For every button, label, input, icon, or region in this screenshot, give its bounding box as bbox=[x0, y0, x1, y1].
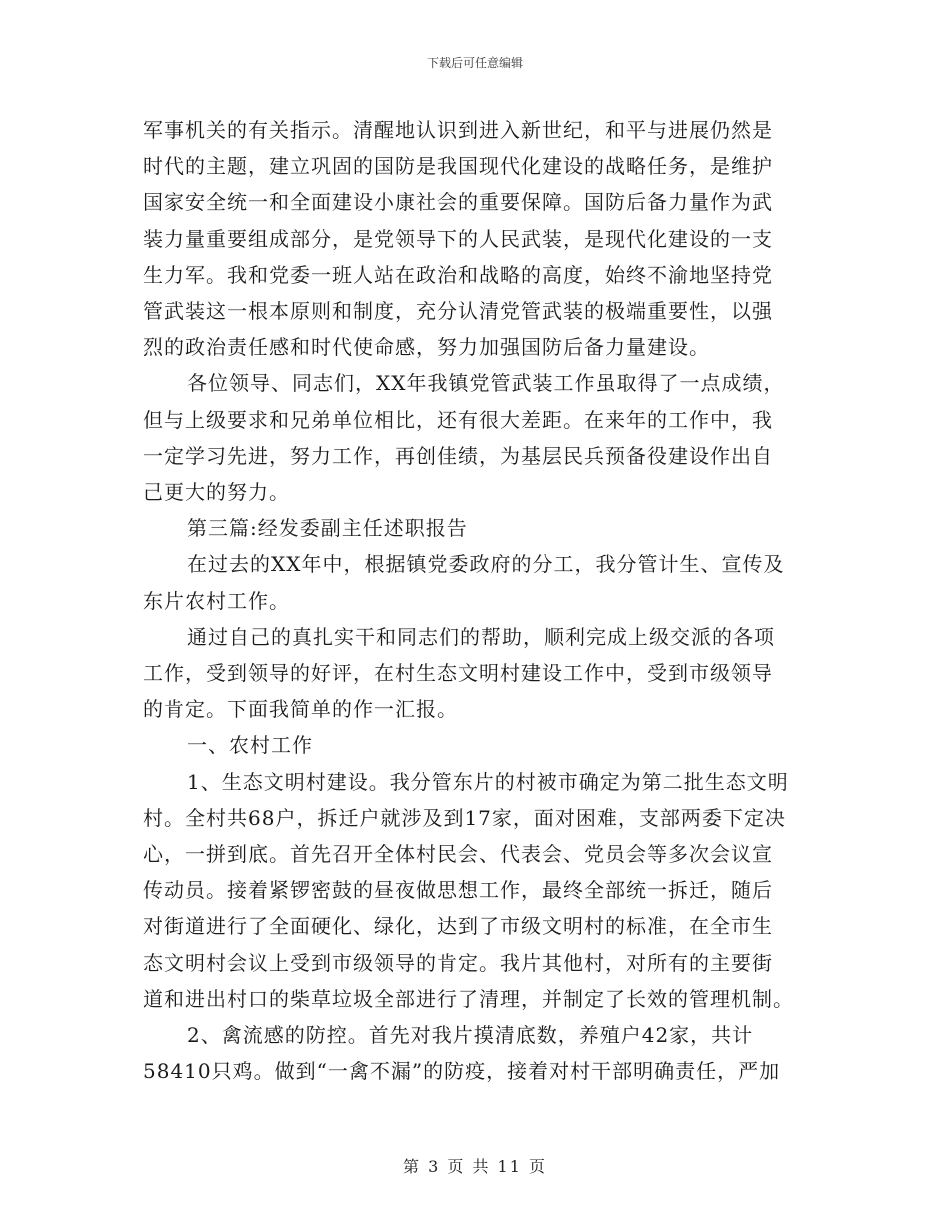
paragraph-line: 道和进出村口的柴草垃圾全部进行了清理，并制定了长效的管理机制。 bbox=[143, 986, 794, 1011]
paragraph-line: 工作，受到领导的好评，在村生态文明村建设工作中，受到市级领导 bbox=[143, 661, 773, 685]
paragraph-line: 村。全村共68户，拆迁户就涉及到17家，面对困难，支部两委下定决 bbox=[143, 805, 786, 830]
paragraph-first-line: 通过自己的真扎实干和同志们的帮助，顺利完成上级交派的各项 bbox=[187, 624, 775, 649]
paragraph-line: 生力军。我和党委一班人站在政治和战略的高度，始终不渝地坚持党 bbox=[143, 262, 773, 287]
paragraph-line: 国家安全统一和全面建设小康社会的重要保障。国防后备力量作为武 bbox=[143, 190, 773, 215]
paragraph-first-line: 2、禽流感的防控。首先对我片摸清底数，养殖户42家，共计 bbox=[187, 1023, 754, 1047]
page-header: 下载后可任意编辑 bbox=[426, 56, 523, 70]
paragraph-line: 军事机关的有关指示。清醒地认识到进入新世纪，和平与进展仍然是 bbox=[143, 118, 773, 142]
paragraph-line: 装力量重要组成部分，是党领导下的人民武装，是现代化建设的一支 bbox=[143, 226, 773, 251]
paragraph-line: 一定学习先进，努力工作，再创佳绩，为基层民兵预备役建设作出自 bbox=[143, 443, 773, 468]
paragraph-first-line: 第三篇:经发委副主任述职报告 bbox=[187, 516, 468, 541]
paragraph-first-line: 一、农村工作 bbox=[187, 733, 313, 758]
paragraph-line: 时代的主题，建立巩固的国防是我国现代化建设的战略任务，是维护 bbox=[143, 154, 773, 179]
paragraph-line: 心，一拼到底。首先召开全体村民会、代表会、党员会等多次会议宣 bbox=[143, 842, 773, 866]
paragraph-first-line: 在过去的XX年中，根据镇党委政府的分工，我分管计生、宣传及 bbox=[187, 552, 785, 577]
page-footer: 第 3 页 共 11 页 bbox=[403, 1157, 547, 1176]
paragraph-line: 烈的政治责任感和时代使命感，努力加强国防后备力量建设。 bbox=[143, 335, 710, 360]
paragraph-first-line: 1、生态文明村建设。我分管东片的村被市确定为第二批生态文明 bbox=[187, 769, 789, 794]
paragraph-line: 58410只鸡。做到“一禽不漏”的防疫，接着对村干部明确责任，严加 bbox=[143, 1059, 781, 1084]
paragraph-line: 东片农村工作。 bbox=[143, 588, 290, 613]
paragraph-line: 态文明村会议上受到市级领导的肯定。我片其他村，对所有的主要街 bbox=[143, 950, 773, 975]
paragraph-line: 的肯定。下面我简单的作一汇报。 bbox=[143, 697, 458, 722]
paragraph-line: 己更大的努力。 bbox=[143, 480, 290, 504]
paragraph-first-line: 各位领导、同志们，XX年我镇党管武装工作虽取得了一点成绩， bbox=[187, 371, 785, 396]
paragraph-line: 对街道进行了全面硬化、绿化，达到了市级文明村的标准，在全市生 bbox=[143, 914, 773, 939]
paragraph-line: 但与上级要求和兄弟单位相比，还有很大差距。在来年的工作中，我 bbox=[143, 407, 773, 432]
paragraph-line: 管武装这一根本原则和制度，充分认清党管武装的极端重要性，以强 bbox=[143, 299, 773, 323]
paragraph-line: 传动员。接着紧锣密鼓的昼夜做思想工作，最终全部统一拆迁，随后 bbox=[143, 878, 773, 903]
